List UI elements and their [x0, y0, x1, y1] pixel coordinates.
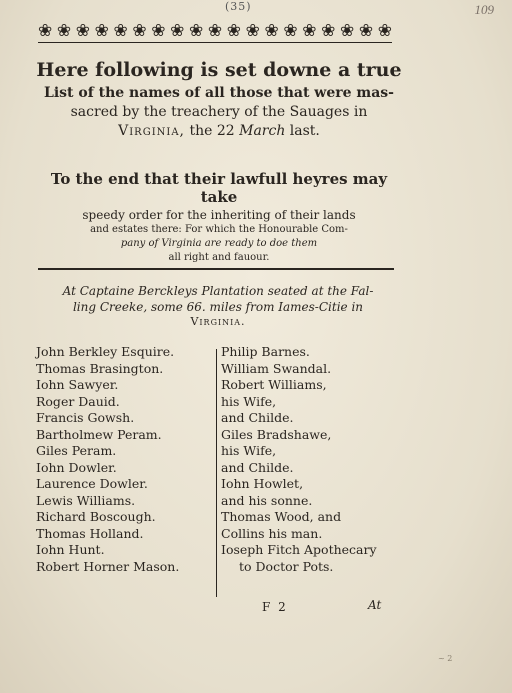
- right-name-entry: Philip Barnes.: [221, 344, 310, 359]
- decorative-ornament-band: [38, 20, 392, 43]
- left-name-entry: Iohn Sawyer.: [36, 377, 119, 392]
- catchword: At: [368, 598, 382, 612]
- fleuron-icon: ❀: [283, 21, 298, 41]
- right-name-entry: to Doctor Pots.: [239, 558, 334, 574]
- left-name-entry: Richard Boscough.: [36, 509, 156, 524]
- fleuron-icon: ❀: [170, 21, 185, 41]
- right-name-entry: Iohn Howlet,: [221, 476, 304, 491]
- right-name-entry: Thomas Wood, and: [221, 509, 342, 524]
- fleuron-icon: ❀: [377, 21, 392, 41]
- section-line-2: ling Creeke, some 66. miles from Iames-Citie in: [72, 299, 364, 314]
- right-name-entry: Ioseph Fitch Apothecary: [221, 542, 377, 557]
- section-line-1: At Captaine Berckleys Plantation seated at the Fal-: [62, 284, 374, 298]
- left-name-entry: Bartholmew Peram.: [36, 426, 162, 442]
- title-line-1: Here following is set downe a true: [36, 59, 402, 81]
- column-divider: [216, 349, 217, 597]
- section-line-3: Virginia.: [190, 315, 246, 329]
- subtitle-line-1: To the end that their lawfull heyres may take: [50, 170, 388, 206]
- right-name-entry: his Wife,: [221, 443, 277, 458]
- left-name-entry: Laurence Dowler.: [36, 476, 148, 491]
- right-name-entry: Collins his man.: [221, 525, 323, 541]
- subtitle-line-2: speedy order for the inheriting of their lands: [82, 208, 356, 222]
- right-name-entry: Robert Williams,: [221, 377, 327, 392]
- title-end: last.: [285, 123, 320, 140]
- folio-number: 109: [474, 2, 494, 17]
- subtitle-line-4: pany of Virginia are ready to doe them: [120, 238, 318, 250]
- left-name-entry: Francis Gowsh.: [36, 410, 135, 425]
- left-name-entry: Thomas Holland.: [36, 525, 144, 541]
- fleuron-icon: ❀: [94, 21, 109, 41]
- left-name-entry: Iohn Hunt.: [36, 542, 105, 557]
- fleuron-icon: ❀: [264, 21, 279, 41]
- left-name-entry: Lewis Williams.: [36, 492, 136, 508]
- title-date: the 22: [185, 123, 240, 140]
- subtitle-block: [34, 170, 404, 264]
- section-heading: [36, 284, 400, 329]
- right-name-entry: his Wife,: [221, 393, 277, 409]
- signature-mark: F 2: [262, 600, 288, 614]
- fleuron-icon: ❀: [75, 21, 90, 41]
- left-name-entry: John Berkley Esquire.: [36, 344, 175, 359]
- fleuron-icon: ❀: [207, 21, 223, 41]
- title-line-2: List of the names of all those that were mas-: [44, 84, 394, 101]
- names-column-right: [221, 344, 377, 575]
- subtitle-line-3: and estates there: For which the Honourable Com-: [90, 224, 348, 236]
- fleuron-icon: ❀: [302, 21, 317, 41]
- right-name-entry: Giles Bradshawe,: [221, 426, 332, 442]
- left-name-entry: Roger Dauid.: [36, 393, 120, 409]
- subtitle-line-5: all right and fauour.: [168, 252, 270, 264]
- left-name-entry: Robert Horner Mason.: [36, 558, 180, 574]
- fleuron-icon: ❀: [113, 21, 128, 41]
- right-name-entry: William Swandal.: [221, 360, 332, 376]
- title-line-3: sacred by the treachery of the Sauages in: [70, 103, 368, 120]
- fleuron-icon: ❀: [321, 21, 336, 41]
- title-line-4: [34, 123, 404, 139]
- title-month: March: [239, 123, 286, 140]
- fleuron-icon: ❀: [132, 21, 147, 41]
- page-smudge: ~ 2: [438, 654, 453, 663]
- fleuron-icon: ❀: [189, 21, 204, 41]
- left-name-entry: Iohn Dowler.: [36, 459, 117, 475]
- fleuron-icon: ❀: [340, 21, 355, 41]
- fleuron-icon: ❀: [358, 21, 374, 41]
- page-number: (35): [225, 0, 252, 13]
- fleuron-icon: ❀: [56, 21, 72, 41]
- left-name-entry: Giles Peram.: [36, 443, 117, 458]
- left-name-entry: Thomas Brasington.: [36, 360, 164, 376]
- fleuron-icon: ❀: [38, 21, 53, 41]
- right-name-entry: and Childe.: [221, 410, 294, 425]
- names-column-left: [36, 344, 179, 575]
- right-name-entry: and his sonne.: [221, 492, 313, 508]
- title-block: [34, 60, 404, 139]
- fleuron-icon: ❀: [226, 21, 241, 41]
- horizontal-rule: [38, 268, 394, 270]
- fleuron-icon: ❀: [245, 21, 260, 41]
- title-virginia: Virginia,: [118, 123, 186, 140]
- fleuron-icon: ❀: [151, 21, 166, 41]
- right-name-entry: and Childe.: [221, 459, 294, 475]
